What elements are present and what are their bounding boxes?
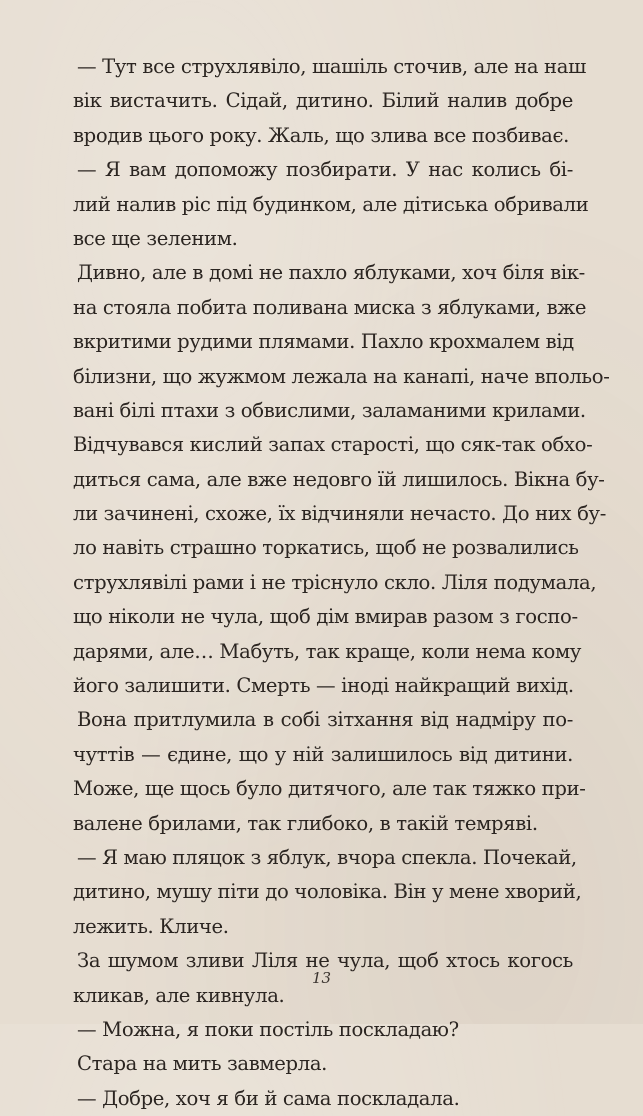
text-line: — Я маю пляцок з яблук, вчора спекла. Почекай, xyxy=(77,845,577,869)
text-line: — Можна, я поки постіль поскладаю? xyxy=(77,1017,459,1041)
text-line: кликав, але кивнула. xyxy=(73,983,285,1007)
text-line: вродив цього року. Жаль, що злива все позбиває. xyxy=(73,123,570,147)
text-line: струхлявілі рами і не тріснуло скло. Ліля подумала, xyxy=(73,570,597,594)
text-line: що ніколи не чула, щоб дім вмирав разом з госпо- xyxy=(73,605,578,629)
text-line: — Я вам допоможу позбирати. У нас колись бі- xyxy=(77,158,573,182)
text-line: валене брилами, так глибоко, в такій темряві. xyxy=(73,811,538,835)
text-line: Дивно, але в домі не пахло яблуками, хоч біля вік- xyxy=(77,261,585,285)
text-line: дитино, мушу піти до чоловіка. Він у мене хворий, xyxy=(73,880,582,904)
page-number: 13 xyxy=(311,969,332,987)
text-line: За шумом зливи Ліля не чула, щоб хтось когось xyxy=(77,949,573,973)
text-line: білизни, що жужмом лежала на канапі, наче впольо- xyxy=(73,364,610,388)
text-line: — Добре, хоч я би й сама поскладала. xyxy=(77,1086,460,1110)
text-line: чуттів — єдине, що у ній залишилось від дитини. xyxy=(73,742,573,766)
text-line: Може, ще щось було дитячого, але так тяжко при- xyxy=(73,777,586,801)
text-line: Стара на мить завмерла. xyxy=(77,1052,328,1076)
text-line: Вона притлумила в собі зітхання від надміру по- xyxy=(77,708,573,732)
text-line: його залишити. Смерть — іноді найкращий вихід. xyxy=(73,674,574,698)
body-text xyxy=(73,50,610,1116)
text-line: лежить. Кличе. xyxy=(73,914,229,938)
text-line: все ще зеленим. xyxy=(73,226,238,250)
text-line: диться сама, але вже недовго їй лишилось. Вікна бу- xyxy=(73,467,605,491)
text-line: вік вистачить. Сідай, дитино. Білий налив добре xyxy=(73,89,573,113)
text-line: ло навіть страшно торкатись, щоб не розвалились xyxy=(73,536,579,560)
text-line: ли зачинені, схоже, їх відчиняли нечасто. До них бу- xyxy=(73,502,606,526)
text-line: вані білі птахи з обвислими, заламаними крилами. xyxy=(73,398,586,422)
text-line: — Тут все струхлявіло, шашіль сточив, але на наш xyxy=(77,55,586,78)
text-line: лий налив ріс під будинком, але дітиська обривали xyxy=(73,192,589,216)
text-line: на стояла побита поливана миска з яблуками, вже xyxy=(73,295,587,319)
text-line: вкритими рудими плямами. Пахло крохмалем від xyxy=(73,330,574,354)
text-line: Відчувався кислий запах старості, що сяк-так обхо- xyxy=(73,433,593,457)
text-line: дарями, але… Мабуть, так краще, коли нема кому xyxy=(73,639,582,663)
